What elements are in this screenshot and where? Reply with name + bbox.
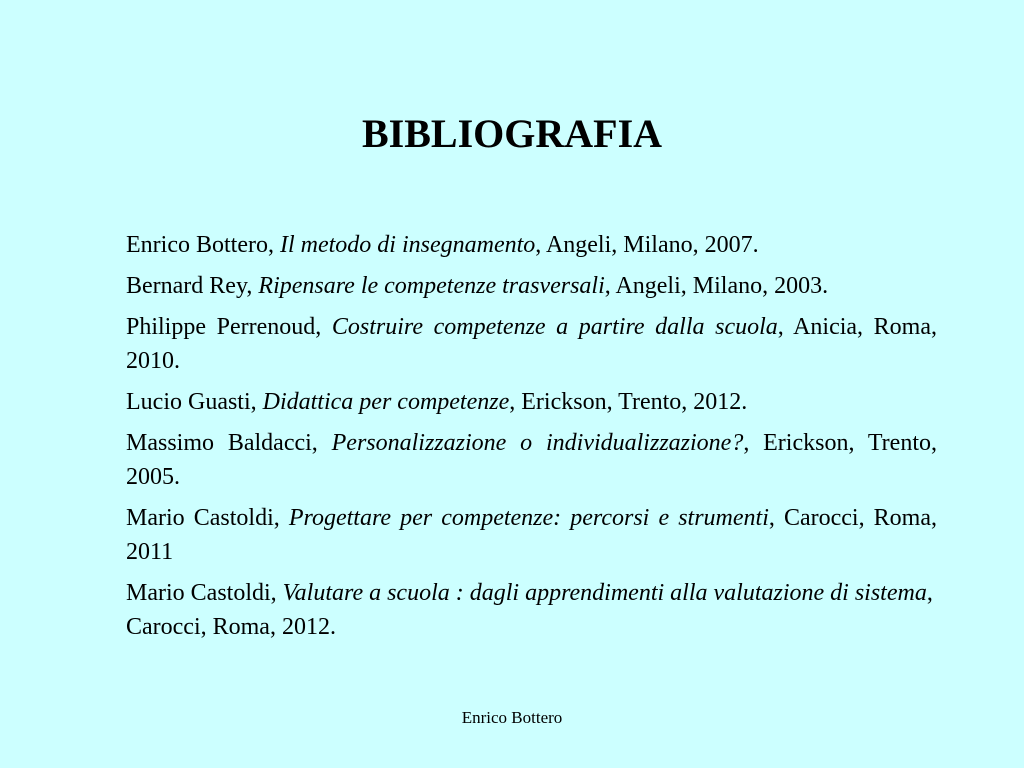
entry-author: Mario Castoldi,: [126, 580, 283, 606]
entry-details: , Carocci, Roma, 2012.: [126, 580, 933, 640]
entry-details: , Angeli, Milano, 2007.: [535, 232, 759, 258]
entry-author: Philippe Perrenoud,: [126, 314, 332, 340]
entry-details: , Angeli, Milano, 2003.: [604, 273, 829, 299]
entry-details: , Carocci, Roma, 2011: [126, 505, 937, 565]
entry-author: Lucio Guasti,: [126, 389, 263, 415]
bibliography-list: [126, 228, 937, 651]
slide-title: BIBLIOGRAFIA: [361, 111, 663, 156]
slide-footer: Enrico Bottero: [461, 708, 563, 727]
entry-title: Didattica per competenze: [262, 389, 510, 415]
entry-details: , Erickson, Trento, 2005.: [126, 430, 937, 490]
entry-title: Il metodo di insegnamento: [279, 232, 536, 258]
entry-author: Massimo Baldacci,: [126, 430, 332, 456]
entry-title: Personalizzazione o individualizzazione?: [331, 430, 744, 456]
entry-details: , Erickson, Trento, 2012.: [509, 389, 748, 415]
entry-author: Mario Castoldi,: [126, 505, 289, 531]
entry-details: , Anicia, Roma, 2010.: [126, 314, 937, 374]
bibliography-entry: [126, 228, 937, 262]
entry-title: Costruire competenze a partire dalla scuola: [331, 314, 778, 340]
entry-title: Progettare per competenze: percorsi e strumenti: [288, 505, 769, 531]
entry-title: Valutare a scuola : dagli apprendimenti alla valutazione di sistema: [282, 580, 927, 606]
bibliography-entry: [126, 310, 937, 378]
bibliography-entry: [126, 385, 937, 419]
entry-title: Ripensare le competenze trasversali: [258, 273, 605, 299]
bibliography-entry: [126, 501, 937, 569]
bibliography-entry: [126, 269, 937, 303]
bibliography-entry: [126, 426, 937, 494]
bibliography-entry: [126, 576, 937, 644]
entry-author: Enrico Bottero,: [126, 232, 280, 258]
entry-author: Bernard Rey,: [126, 273, 259, 299]
